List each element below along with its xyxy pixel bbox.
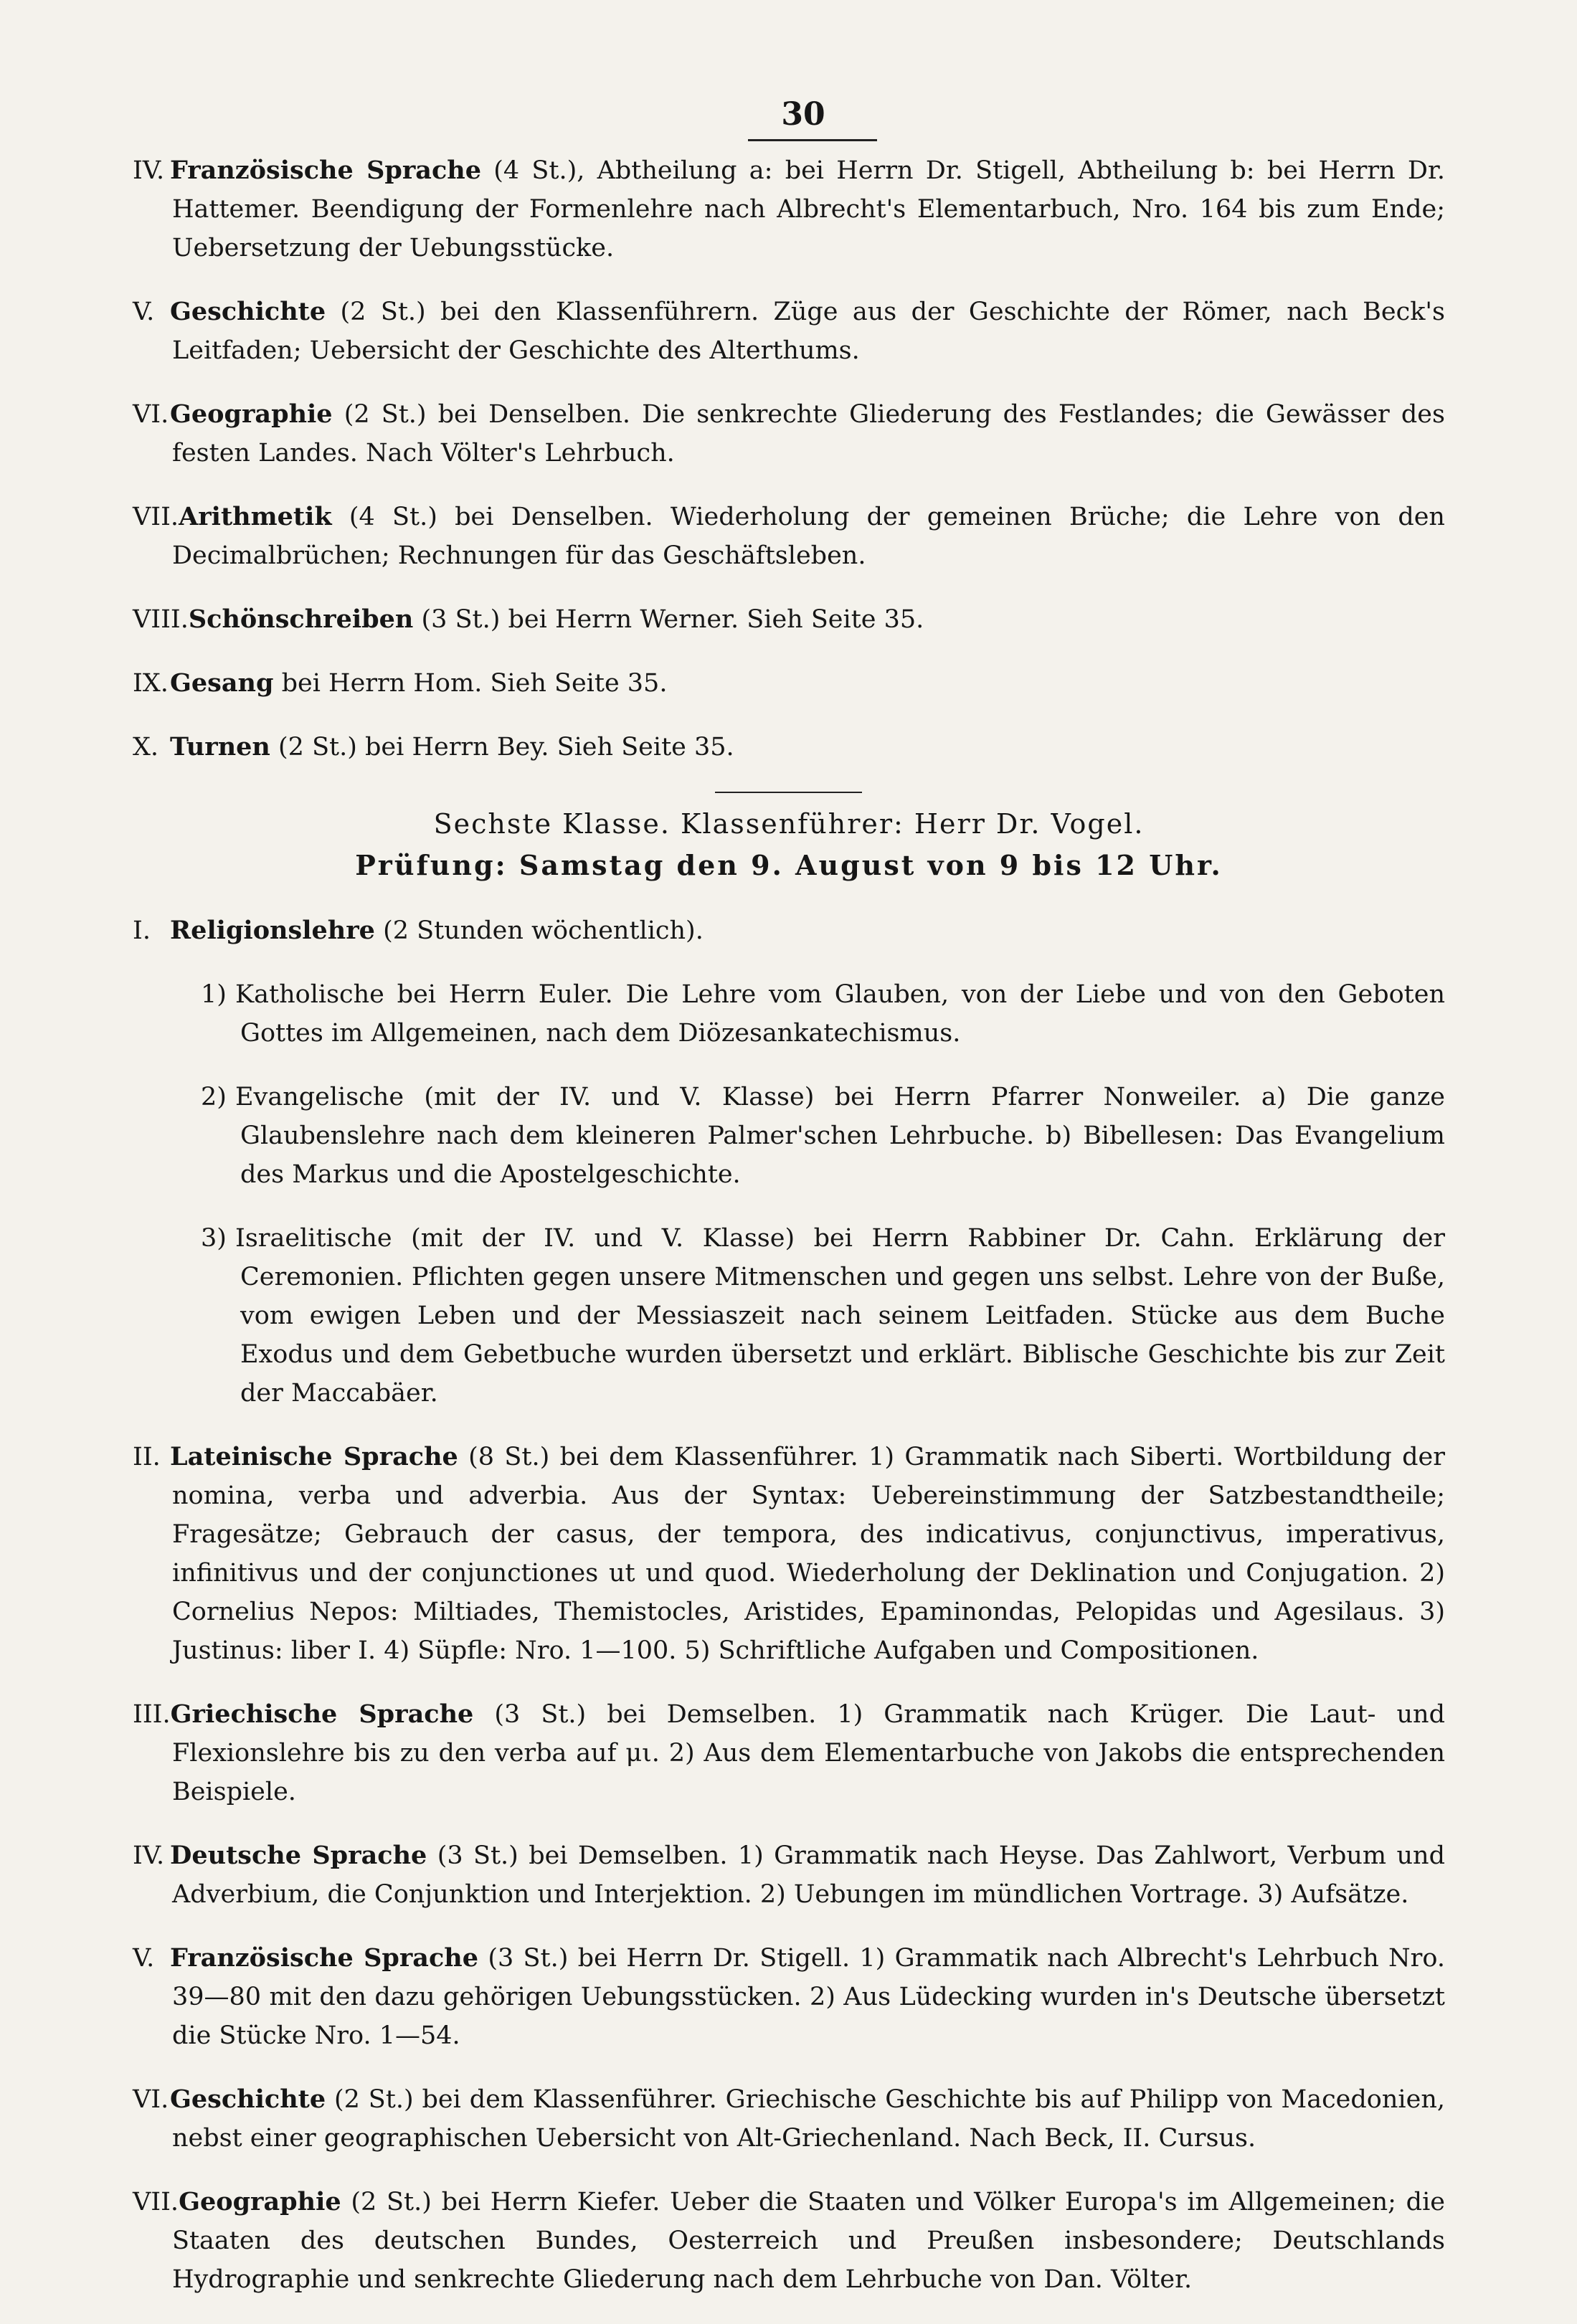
- subject-title: Schönschreiben: [188, 604, 414, 634]
- subject-title: Geographie: [170, 399, 333, 429]
- subject-entry: IV. Französische Sprache (4 St.), Abtheilung a: bei Herrn Dr. Stigell, Abtheilung b: bei Herrn Dr. Hattemer. Beendigung der Formenlehre nach Albrecht's Elementarbuch, Nro. 164 bis zum Ende; Uebersetzung der Uebungsstücke.: [133, 156, 1445, 262]
- exam-heading: Prüfung: Samstag den 9. August von 9 bis 12 Uhr.: [355, 849, 1223, 881]
- religion-subitem: 1) Katholische bei Herrn Euler. Die Lehre vom Glauben, von der Liebe und von den Geboten Gottes im Allgemeinen, nach dem Diözesankatechismus.: [201, 980, 1445, 1048]
- subitem-text: Katholische bei Herrn Euler. Die Lehre vom Glauben, von der Liebe und von den Geboten Gottes im Allgemeinen, nach dem Diözesankatechismus.: [235, 980, 1445, 1048]
- page-number: 30: [781, 96, 825, 133]
- subject-text: (3 St.) bei Herrn Dr. Stigell. 1) Grammatik nach Albrecht's Lehrbuch Nro. 39—80 mit den dazu gehörigen Uebungsstücken. 2) Aus Lüdecking wurden in's Deutsche übersetzt die Stücke Nro. 1—54.: [172, 1944, 1445, 2050]
- subject-entry: X. Turnen (2 St.) bei Herrn Bey. Sieh Seite 35.: [133, 732, 734, 762]
- subject-entry: III.Griechische Sprache (3 St.) bei Demselben. 1) Grammatik nach Krüger. Die Laut- und Flexionslehre bis zu den verba auf μι. 2) Aus dem Elementarbuche von Jakobs die entsprechenden Beispiele.: [133, 1699, 1445, 1806]
- subject-entry: IV. Deutsche Sprache (3 St.) bei Demselben. 1) Grammatik nach Heyse. Das Zahlwort, Verbum und Adverbium, die Conjunktion und Interjektion. 2) Uebungen im mündlichen Vortrage. 3) Aufsätze.: [133, 1841, 1445, 1909]
- section-divider: [715, 792, 862, 793]
- subject-text: (2 St.) bei Denselben. Die senkrechte Gliederung des Festlandes; die Gewässer des festen Landes. Nach Völter's Lehrbuch.: [172, 400, 1445, 468]
- subject-entry: VI.Geschichte (2 St.) bei dem Klassenführer. Griechische Geschichte bis auf Philipp von Macedonien, nebst einer geographischen Uebersicht von Alt-Griechenland. Nach Beck, II. Cursus.: [133, 2085, 1445, 2153]
- subject-text: (2 St.) bei den Klassenführern. Züge aus der Geschichte der Römer, nach Beck's Leitfaden; Uebersicht der Geschichte des Alterthums.: [172, 298, 1445, 365]
- subject-entry: V. Französische Sprache (3 St.) bei Herrn Dr. Stigell. 1) Grammatik nach Albrecht's Lehrbuch Nro. 39—80 mit den dazu gehörigen Uebungsstücken. 2) Aus Lüdecking wurden in's Deutsche übersetzt die Stücke Nro. 1—54.: [133, 1943, 1445, 2050]
- subject-entry: VII.Geographie (2 St.) bei Herrn Kiefer. Ueber die Staaten und Völker Europa's im Allgemeinen; die Staaten des deutschen Bundes, Oesterreich und Preußen insbesondere; Deutschlands Hydrographie und senkrechte Gliederung nach dem Lehrbuche von Dan. Völter.: [133, 2187, 1445, 2294]
- subject-title: Arithmetik: [179, 502, 332, 531]
- subject-text: (2 St.) bei Herrn Kiefer. Ueber die Staaten und Völker Europa's im Allgemeinen; die Staaten des deutschen Bundes, Oesterreich und Preußen insbesondere; Deutschlands Hydrographie und senkrechte Gliederung nach dem Lehrbuche von Dan. Völter.: [172, 2188, 1445, 2294]
- subject-text: bei Herrn Hom. Sieh Seite 35.: [281, 669, 668, 698]
- subject-title: Geschichte: [170, 297, 326, 326]
- subject-entry: V. Geschichte (2 St.) bei den Klassenführern. Züge aus der Geschichte der Römer, nach Beck's Leitfaden; Uebersicht der Geschichte des Alterthums.: [133, 297, 1445, 365]
- religion-subitem: 3) Israelitische (mit der IV. und V. Klasse) bei Herrn Rabbiner Dr. Cahn. Erklärung der Ceremonien. Pflichten gegen unsere Mitmenschen und gegen uns selbst. Lehre von der Buße, vom ewigen Leben und der Messiaszeit nach seinem Leitfaden. Stücke aus dem Buche Exodus und dem Gebetbuche wurden übersetzt und erklärt. Biblische Geschichte bis zur Zeit der Maccabäer.: [201, 1224, 1445, 1408]
- subject-entry: II. Lateinische Sprache (8 St.) bei dem Klassenführer. 1) Grammatik nach Siberti. Wortbildung der nomina, verba und adverbia. Aus der Syntax: Uebereinstimmung der Satzbestandtheile; Fragesätze; Gebrauch der casus, der tempora, des indicativus, conjunctivus, imperativus, infinitivus und der conjunctiones ut und quod. Wiederholung der Deklination und Conjugation. 2) Cornelius Nepos: Miltiades, Themistocles, Aristides, Epaminondas, Pelopidas und Agesilaus. 3) Justinus: liber I. 4) Süpfle: Nro. 1—100. 5) Schriftliche Aufgaben und Compositionen.: [133, 1442, 1445, 1665]
- subject-entry-religion: I. Religionslehre (2 Stunden wöchentlich).: [133, 916, 704, 945]
- page-content: [133, 93, 1445, 2324]
- subject-text: (2 St.) bei Herrn Bey. Sieh Seite 35.: [278, 733, 734, 762]
- subject-title: Französische Sprache: [170, 1943, 479, 1973]
- page-number-rule: [748, 139, 877, 141]
- subject-title: Gesang: [170, 668, 274, 698]
- subitem-text: Evangelische (mit der IV. und V. Klasse) bei Herrn Pfarrer Nonweiler. a) Die ganze Glaubenslehre nach dem kleineren Palmer'schen Lehrbuche. b) Bibellesen: Das Evangelium des Markus und die Apostelgeschichte.: [235, 1083, 1445, 1189]
- sixth-class-section: [133, 911, 1445, 2299]
- subject-title: Geschichte: [170, 2085, 326, 2114]
- subject-text: (3 St.) bei Demselben. 1) Grammatik nach Heyse. Das Zahlwort, Verbum und Adverbium, die Conjunktion und Interjektion. 2) Uebungen im mündlichen Vortrage. 3) Aufsätze.: [172, 1841, 1445, 1909]
- subject-title: Geographie: [179, 2187, 341, 2216]
- religion-subitem: 2) Evangelische (mit der IV. und V. Klasse) bei Herrn Pfarrer Nonweiler. a) Die ganze Glaubenslehre nach dem kleineren Palmer'schen Lehrbuche. b) Bibellesen: Das Evangelium des Markus und die Apostelgeschichte.: [201, 1083, 1445, 1189]
- subject-text: (2 Stunden wöchentlich).: [383, 916, 704, 945]
- subject-text: (8 St.) bei dem Klassenführer. 1) Grammatik nach Siberti. Wortbildung der nomina, verba und adverbia. Aus der Syntax: Uebereinstimmung der Satzbestandtheile; Fragesätze; Gebrauch der casus, der tempora, des indicativus, conjunctivus, imperativus, infinitivus und der conjunctiones ut und quod. Wiederholung der Deklination und Conjugation. 2) Cornelius Nepos: Miltiades, Themistocles, Aristides, Epaminondas, Pelopidas und Agesilaus. 3) Justinus: liber I. 4) Süpfle: Nro. 1—100. 5) Schriftliche Aufgaben und Compositionen.: [172, 1443, 1445, 1665]
- subject-title: Turnen: [170, 732, 270, 762]
- previous-class-section: [133, 151, 1445, 767]
- subject-entry: VI.Geographie (2 St.) bei Denselben. Die senkrechte Gliederung des Festlandes; die Gewässer des festen Landes. Nach Völter's Lehrbuch.: [133, 399, 1445, 468]
- subject-text: (2 St.) bei dem Klassenführer. Griechische Geschichte bis auf Philipp von Macedonien, nebst einer geographischen Uebersicht von Alt-Griechenland. Nach Beck, II. Cursus.: [172, 2085, 1445, 2153]
- subject-text: (4 St.) bei Denselben. Wiederholung der gemeinen Brüche; die Lehre von den Decimalbrüchen; Rechnungen für das Geschäftsleben.: [172, 503, 1445, 570]
- subject-text: (3 St.) bei Demselben. 1) Grammatik nach Krüger. Die Laut- und Flexionslehre bis zu den verba auf μι. 2) Aus dem Elementarbuche von Jakobs die entsprechenden Beispiele.: [172, 1700, 1445, 1806]
- subject-entry: VII.Arithmetik (4 St.) bei Denselben. Wiederholung der gemeinen Brüche; die Lehre von den Decimalbrüchen; Rechnungen für das Geschäftsleben.: [133, 502, 1445, 570]
- class-heading: Sechste Klasse. Klassenführer: Herr Dr. Vogel.: [433, 808, 1145, 840]
- subject-text: (3 St.) bei Herrn Werner. Sieh Seite 35.: [421, 605, 924, 634]
- subject-title: Griechische Sprache: [170, 1699, 474, 1729]
- subject-entry: VIII.Schönschreiben (3 St.) bei Herrn Werner. Sieh Seite 35.: [133, 604, 924, 634]
- subject-text: (4 St.), Abtheilung a: bei Herrn Dr. Stigell, Abtheilung b: bei Herrn Dr. Hattemer. Beendigung der Formenlehre nach Albrecht's Elementarbuch, Nro. 164 bis zum Ende; Uebersetzung der Uebungsstücke.: [172, 156, 1445, 262]
- subitem-text: Israelitische (mit der IV. und V. Klasse) bei Herrn Rabbiner Dr. Cahn. Erklärung der Ceremonien. Pflichten gegen unsere Mitmenschen und gegen uns selbst. Lehre von der Buße, vom ewigen Leben und der Messiaszeit nach seinem Leitfaden. Stücke aus dem Buche Exodus und dem Gebetbuche wurden übersetzt und erklärt. Biblische Geschichte bis zur Zeit der Maccabäer.: [235, 1224, 1445, 1408]
- subject-entry: IX.Gesang bei Herrn Hom. Sieh Seite 35.: [133, 668, 668, 698]
- subject-title: Französische Sprache: [170, 156, 481, 185]
- subject-title: Religionslehre: [170, 916, 375, 945]
- subject-title: Deutsche Sprache: [170, 1841, 427, 1870]
- subject-title: Lateinische Sprache: [170, 1442, 458, 1471]
